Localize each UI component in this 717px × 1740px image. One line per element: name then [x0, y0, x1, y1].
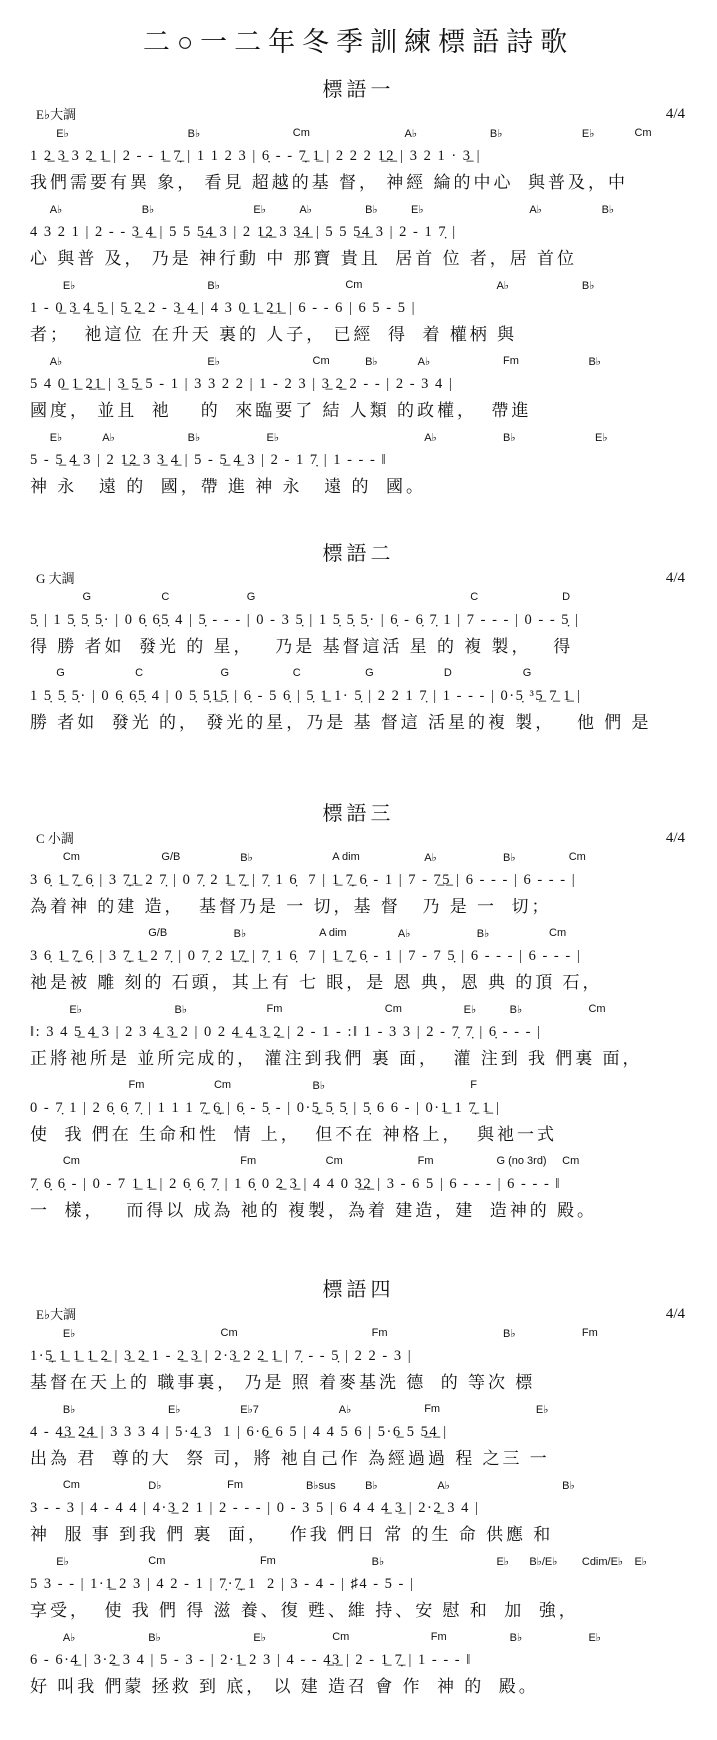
chord-label: A dim [332, 851, 360, 863]
chord-label: B♭ [174, 1004, 188, 1016]
chord-label: E♭7 [240, 1404, 259, 1416]
chord-label: B♭ [312, 1080, 326, 1092]
lyrics-row: 神 永 遠 的 國，帶 進 神 永 遠 的 國。 [30, 477, 426, 496]
chord-label: B♭ [503, 432, 516, 444]
chord-label: Cm [325, 1155, 343, 1167]
chord-label: E♭ [62, 280, 76, 292]
chord-row [30, 667, 687, 683]
chord-label: Fm [128, 1079, 145, 1091]
chord-row [30, 279, 687, 295]
lyrics-row: 使 我 們在 生命和性 情 上， 但不在 神格上， 與祂一式 [30, 1125, 557, 1144]
song-key: C 小調 [36, 831, 74, 846]
chord-label: B♭ [187, 128, 201, 140]
notes-row: 5 3 - - | 1·1̲ 2 3 | 4 2 - 1 | 7̣·7̣̲ 1 2 | 3 - 4 - | ♯4 - 5 - | [30, 1576, 415, 1592]
chord-row [30, 927, 687, 943]
chord-label: G (no 3rd) [496, 1155, 547, 1167]
chord-row [30, 1479, 687, 1495]
chord-label: B♭ [371, 1556, 385, 1568]
chord-label: B♭ [509, 1632, 523, 1644]
chord-row [30, 1403, 687, 1419]
song-lines [30, 591, 687, 735]
lyrics-row: 祂是被 雕 刻的 石頭，其上有 七 眼，是 恩 典，恩 典 的頂 石， [30, 973, 603, 992]
chord-label: G [522, 667, 532, 679]
chord-label: E♭ [581, 128, 595, 140]
music-line [30, 1555, 687, 1623]
chord-label: Cm [213, 1079, 232, 1091]
chord-label: B♭ [365, 204, 378, 216]
lyrics-row: 享受， 使 我 們 得 滋 養、復 甦、維 持、安 慰 和 加 強， [30, 1601, 579, 1620]
chord-label: Cm [634, 127, 652, 139]
chord-label: A♭ [417, 356, 431, 368]
notes-row: 6 - 6·4̲ | 3·2̲ 3 4 | 5 - 3 - | 2·1̲ 2 3 | 4 - - 4̲3̲ | 2 - 1̲ 7̣̲ | 1 - - - ‖ [30, 1652, 472, 1668]
chord-label: A♭ [496, 280, 509, 292]
music-line [30, 1631, 687, 1699]
chord-label: A♭ [62, 1632, 76, 1644]
chord-label: Cm [312, 355, 330, 367]
chord-label: E♭ [253, 204, 266, 216]
chord-label: B♭ [588, 356, 601, 368]
music-line [30, 591, 687, 659]
chord-label: B♭ [476, 928, 490, 940]
chord-label: D [562, 591, 571, 603]
chord-label: B♭ [365, 1480, 378, 1492]
lyrics-row: 好 叫我 們蒙 拯救 到 底， 以 建 造召 會 作 神 的 殿。 [30, 1677, 539, 1696]
song-lines [30, 127, 687, 499]
notes-row: 3 6̣ 1̲ 7̣̲ 6̣ | 3 7̣̲1̲ 2 7̣ | 0 7̣ 2 1̲ 7̣̲ | 7̣ 1 6̣ 7 | 1̲ 7̣̲ 6̣ - 1 | 7 - 7̲5̲ | 6 - - - | 6 - - - | [30, 872, 577, 888]
chord-label: E♭ [411, 204, 424, 216]
chord-label: A♭ [102, 432, 115, 444]
song-key: E♭大調 [36, 1307, 77, 1322]
song-header [30, 69, 687, 123]
chord-label: Fm [240, 1155, 257, 1167]
lyrics-row: 正將祂所是 並所完成的， 灌注到我們 裏 面， 灌 注到 我 們裏 面， [30, 1049, 643, 1068]
chord-label: Cm [384, 1003, 402, 1015]
chord-label: Cm [562, 1155, 580, 1167]
chord-label: E♭ [535, 1404, 549, 1416]
chord-label: Fm [424, 1403, 441, 1415]
chord-label: B♭ [503, 1328, 516, 1340]
chord-label: C [292, 667, 301, 679]
chord-label: Cdim/E♭ [581, 1556, 624, 1568]
notes-row: 3 - - 3 | 4 - 4 4 | 4·3̲ 2 1 | 2 - - - | 0 - 3 5 | 6 4 4 4̲ 3̲ | 2·2̲ 3 4 | [30, 1500, 480, 1516]
song-key: E♭大調 [36, 107, 77, 122]
chord-label: B♭ [365, 356, 378, 368]
music-line [30, 1403, 687, 1471]
lyrics-row: 心 與普 及， 乃是 神行動 中 那寶 貴且 居首 位 者，居 首位 [30, 249, 577, 268]
chord-row [30, 591, 687, 607]
chord-label: G [246, 591, 256, 603]
music-line [30, 1079, 687, 1147]
chord-label: Fm [266, 1003, 283, 1015]
chord-label: E♭ [207, 356, 220, 368]
chord-label: E♭ [266, 432, 280, 444]
chord-label: D [443, 667, 452, 679]
music-line [30, 1155, 687, 1223]
chord-label: A dim [319, 927, 347, 939]
page-title: 二○一二年冬季訓練標語詩歌 [142, 27, 575, 57]
notes-row: 1 2̲ 3̲ 3 2̲ 1̲ | 2 - - 1̲ 7̣̲ | 1 1 2 3 | 6̣ - - 7̣̲ 1̲ | 2 2 2 1̲2̲ | 3 2 1 · 3̲ | [30, 148, 482, 164]
chord-label: D♭ [148, 1480, 162, 1492]
song-lines [30, 1327, 687, 1699]
chord-label: C [135, 667, 144, 679]
chord-row [30, 431, 687, 447]
chord-label: A♭ [49, 204, 63, 216]
song-title: 標語三 [322, 803, 395, 825]
song-title: 標語二 [322, 543, 395, 565]
chord-label: B♭ [240, 852, 253, 864]
notes-row: 3 6̣ 1̲ 7̣̲ 6̣ | 3 7̣̲ 1̲ 2 7̣ | 0 7̣ 2 1̲7̣̲ | 7̣ 1 6̣ 7 | 1̲ 7̣̲ 6̣ - 1 | 7 - 7 5̣ | 6 - - - | 6 - - - | [30, 948, 582, 964]
notes-row: 1 5̣ 5̣ 5̣· | 0 6̣ 6̣5̣ 4 | 0 5̣ 5̣1̲5̣ | 6̣ - 5 6̣ | 5̣ 1̲ 1· 5̣ | 2 2 1 7̣ | 1 - - - | 0·5̣ ³5̲ 7̲ 1̲ | [30, 688, 582, 704]
chord-label: Fm [371, 1327, 388, 1339]
song-title: 標語一 [322, 79, 395, 101]
lyrics-row: 為着神 的建 造， 基督乃是 一 切，基 督 乃 是 一 切； [30, 897, 552, 916]
songs-container [30, 69, 687, 1699]
notes-row: 5 4 0̲ 1̲ 2̲1̲ | 3̲ 5̲ 5 - 1 | 3 3 2 2 | 1 - 2 3 | 3̲ 2̲ 2 - - | 2 - 3 4 | [30, 376, 454, 392]
chord-label: E♭ [496, 1556, 509, 1568]
chord-row [30, 1555, 687, 1571]
song-header [30, 793, 687, 847]
notes-row: 0 - 7̣ 1 | 2 6̣ 6̣ 7̣ | 1 1 1 7̣̲ 6̣̲ | 6̣ - 5̣ - | 0·5̣̲ 5̣ 5̣ | 5̣ 6 6 - | 0·1̲ 1 7̣̲ 1̲ | [30, 1100, 501, 1116]
chord-label: Cm [220, 1327, 238, 1339]
chord-label: E♭ [49, 432, 63, 444]
chord-label: E♭ [588, 1632, 601, 1644]
lyrics-row: 國度， 並且 祂 的 來臨要了 結 人類 的政權， 帶進 [30, 401, 532, 420]
chord-label: A♭ [299, 204, 312, 216]
song-header [30, 533, 687, 587]
song-header [30, 1269, 687, 1323]
chord-label: B♭ [503, 852, 516, 864]
chord-label: A♭ [397, 928, 411, 940]
chord-row [30, 1003, 687, 1019]
chord-label: B♭sus [305, 1480, 336, 1492]
chord-label: E♭ [167, 1404, 181, 1416]
chord-label: B♭ [509, 1004, 523, 1016]
notes-row: 5̣ | 1 5̣ 5̣ 5̣· | 0 6̣ 6̣5̣ 4 | 5̣ - - - | 0 - 3 5̣ | 1 5̣ 5̣ 5̣· | 6̣ - 6̣ 7̣ 1 | 7 - - - | 0 - - 5̣ | [30, 612, 580, 628]
lyrics-row: 我們需要有異 象， 看見 超越的基 督， 神經 綸的中心 與普及，中 [30, 173, 628, 192]
chord-label: G [56, 667, 65, 679]
chord-label: Fm [417, 1155, 434, 1167]
song-section [30, 793, 687, 1223]
chord-label: Fm [581, 1327, 598, 1339]
chord-label: B♭ [581, 280, 595, 292]
lyrics-row: 一 樣， 而得以 成為 祂的 複製，為着 建造，建 造神的 殿。 [30, 1201, 597, 1220]
chord-label: Cm [588, 1003, 606, 1015]
notes-row: 1·5̣̲ 1̲ 1̲ 1̲ 2̲ | 3̲ 2̲ 1 - 2̲ 3̲ | 2·3̲ 2 2̲ 1̲ | 7̣ - - 5̣ | 2 2 - 3 | [30, 1348, 413, 1364]
chord-label: E♭ [595, 432, 608, 444]
chord-label: F [470, 1079, 477, 1091]
time-signature: 4/4 [665, 830, 685, 846]
time-signature: 4/4 [665, 106, 685, 122]
chord-label: A♭ [424, 852, 437, 864]
chord-label: A♭ [437, 1480, 450, 1492]
notes-row: 5 - 5̲ 4̲ 3 | 2 1̲2̲ 3 3̲ 4̲ | 5 - 5̲ 4̲ 3 | 2 - 1 7̣ | 1 - - - ‖ [30, 452, 388, 468]
chord-label: A♭ [424, 432, 437, 444]
music-line [30, 431, 687, 499]
chord-label: E♭ [56, 128, 69, 140]
chord-label: A♭ [404, 128, 418, 140]
chord-row [30, 1155, 687, 1171]
chord-label: E♭ [634, 1556, 647, 1568]
chord-label: Cm [292, 127, 310, 139]
music-line [30, 203, 687, 271]
chord-label: B♭ [141, 204, 155, 216]
lyrics-row: 者； 祂這位 在升天 裏的 人子， 已經 得 着 權柄 與 [30, 325, 517, 344]
song-title: 標語四 [322, 1279, 395, 1301]
song-section [30, 1269, 687, 1699]
chord-label: B♭ [62, 1404, 76, 1416]
chord-label: G [220, 667, 230, 679]
music-line [30, 1327, 687, 1395]
chord-label: G/B [161, 851, 181, 863]
chord-label: Cm [345, 279, 363, 291]
chord-label: B♭ [187, 432, 201, 444]
chord-label: B♭ [233, 928, 247, 940]
song-section [30, 533, 687, 735]
chord-label: B♭ [148, 1632, 161, 1644]
chord-label: B♭ [207, 280, 220, 292]
chord-label: A♭ [338, 1404, 352, 1416]
chord-label: Cm [332, 1631, 350, 1643]
chord-row [30, 203, 687, 219]
chord-label: G [365, 667, 374, 679]
lyrics-row: 基督在天上的 職事裏， 乃是 照 着麥基洗 德 的 等次 標 [30, 1373, 536, 1392]
song-section [30, 69, 687, 499]
notes-row: 1 - 0̲ 3̲ 4̲ 5̲ | 5̲ 2̲ 2 - 3̲ 4̲ | 4 3 0̲ 1̲ 2̲1̲ | 6 - - 6 | 6 5 - 5 | [30, 300, 417, 316]
lyrics-row: 神 服 事 到我 們 裏 面， 作我 們日 常 的生 命 供應 和 [30, 1525, 554, 1544]
notes-row: 7̣ 6̣ 6̣ - | 0 - 7 1̲ 1̲ | 2 6̣ 6̣ 7̣ | 1 6̣ 0 2̲ 3̲ | 4 4 0 3̲2̲ | 3 - 6 5 | 6 - - - | 6 - - - ‖ [30, 1176, 561, 1192]
chord-row [30, 355, 687, 371]
chord-label: B♭ [489, 128, 503, 140]
chord-row [30, 127, 687, 143]
chord-label: Cm [62, 851, 80, 863]
chord-row [30, 851, 687, 867]
lyrics-row: 出為 君 尊的大 祭 司，將 祂自己作 為經過過 程 之三 一 [30, 1449, 550, 1468]
song-key: G 大調 [36, 571, 75, 586]
chord-label: C [470, 591, 479, 603]
notes-row: ‖: 3 4 5̲ 4̲ 3 | 2 3 4̲ 3̲ 2 | 0 2 4̲ 4̲ 3̲ 2̲ | 2 - 1 - :‖ 1 - 3 3 | 2 - 7̣ 7̣ | 6̣ - - - | [30, 1024, 542, 1040]
song-lines [30, 851, 687, 1223]
chord-row [30, 1631, 687, 1647]
chord-label: A♭ [49, 356, 63, 368]
music-line [30, 1479, 687, 1547]
chord-label: B♭/E♭ [529, 1556, 558, 1568]
chord-row [30, 1079, 687, 1095]
chord-label: Cm [568, 851, 586, 863]
chord-label: E♭ [69, 1004, 82, 1016]
music-line [30, 851, 687, 919]
music-line [30, 355, 687, 423]
chord-label: A♭ [529, 204, 542, 216]
music-line [30, 279, 687, 347]
chord-label: E♭ [253, 1632, 266, 1644]
chord-label: Fm [259, 1555, 276, 1567]
chord-label: Cm [549, 927, 567, 939]
chord-label: E♭ [56, 1556, 69, 1568]
notes-row: 4 - 4̲3̲ 2̲4̲ | 3 3 3 4 | 5·4̲ 3 1 | 6·6̲ 6 5 | 4 4 5 6 | 5·6̲ 5 5̲4̲ | [30, 1424, 448, 1440]
time-signature: 4/4 [665, 1306, 685, 1322]
chord-label: Fm [503, 355, 519, 367]
time-signature: 4/4 [665, 570, 685, 586]
chord-label: Cm [148, 1555, 166, 1567]
chord-label: G [82, 591, 92, 603]
chord-label: B♭ [562, 1480, 575, 1492]
chord-label: E♭ [62, 1328, 76, 1340]
music-line [30, 667, 687, 735]
chord-label: Cm [62, 1155, 80, 1167]
music-line [30, 1003, 687, 1071]
chord-label: Fm [227, 1479, 243, 1491]
lyrics-row: 得 勝 者如 發光 的 星， 乃是 基督這活 星 的 複 製， 得 [30, 637, 574, 656]
music-line [30, 927, 687, 995]
music-line [30, 127, 687, 195]
lyrics-row: 勝 者如 發光 的， 發光的星，乃是 基 督這 活星的複 製， 他 們 是 [30, 713, 652, 732]
chord-label: C [161, 591, 170, 603]
chord-row [30, 1327, 687, 1343]
chord-label: E♭ [463, 1004, 477, 1016]
chord-label: Cm [62, 1479, 80, 1491]
chord-label: G/B [148, 927, 168, 939]
notes-row: 4 3 2 1 | 2 - - 3̲ 4̲ | 5 5 5̲4̲ 3 | 2 1̲2̲ 3 3̲4̲ | 5 5 5̲4̲ 3 | 2 - 1 7̣ | [30, 224, 457, 240]
chord-label: B♭ [601, 204, 615, 216]
chord-label: Fm [430, 1631, 447, 1643]
